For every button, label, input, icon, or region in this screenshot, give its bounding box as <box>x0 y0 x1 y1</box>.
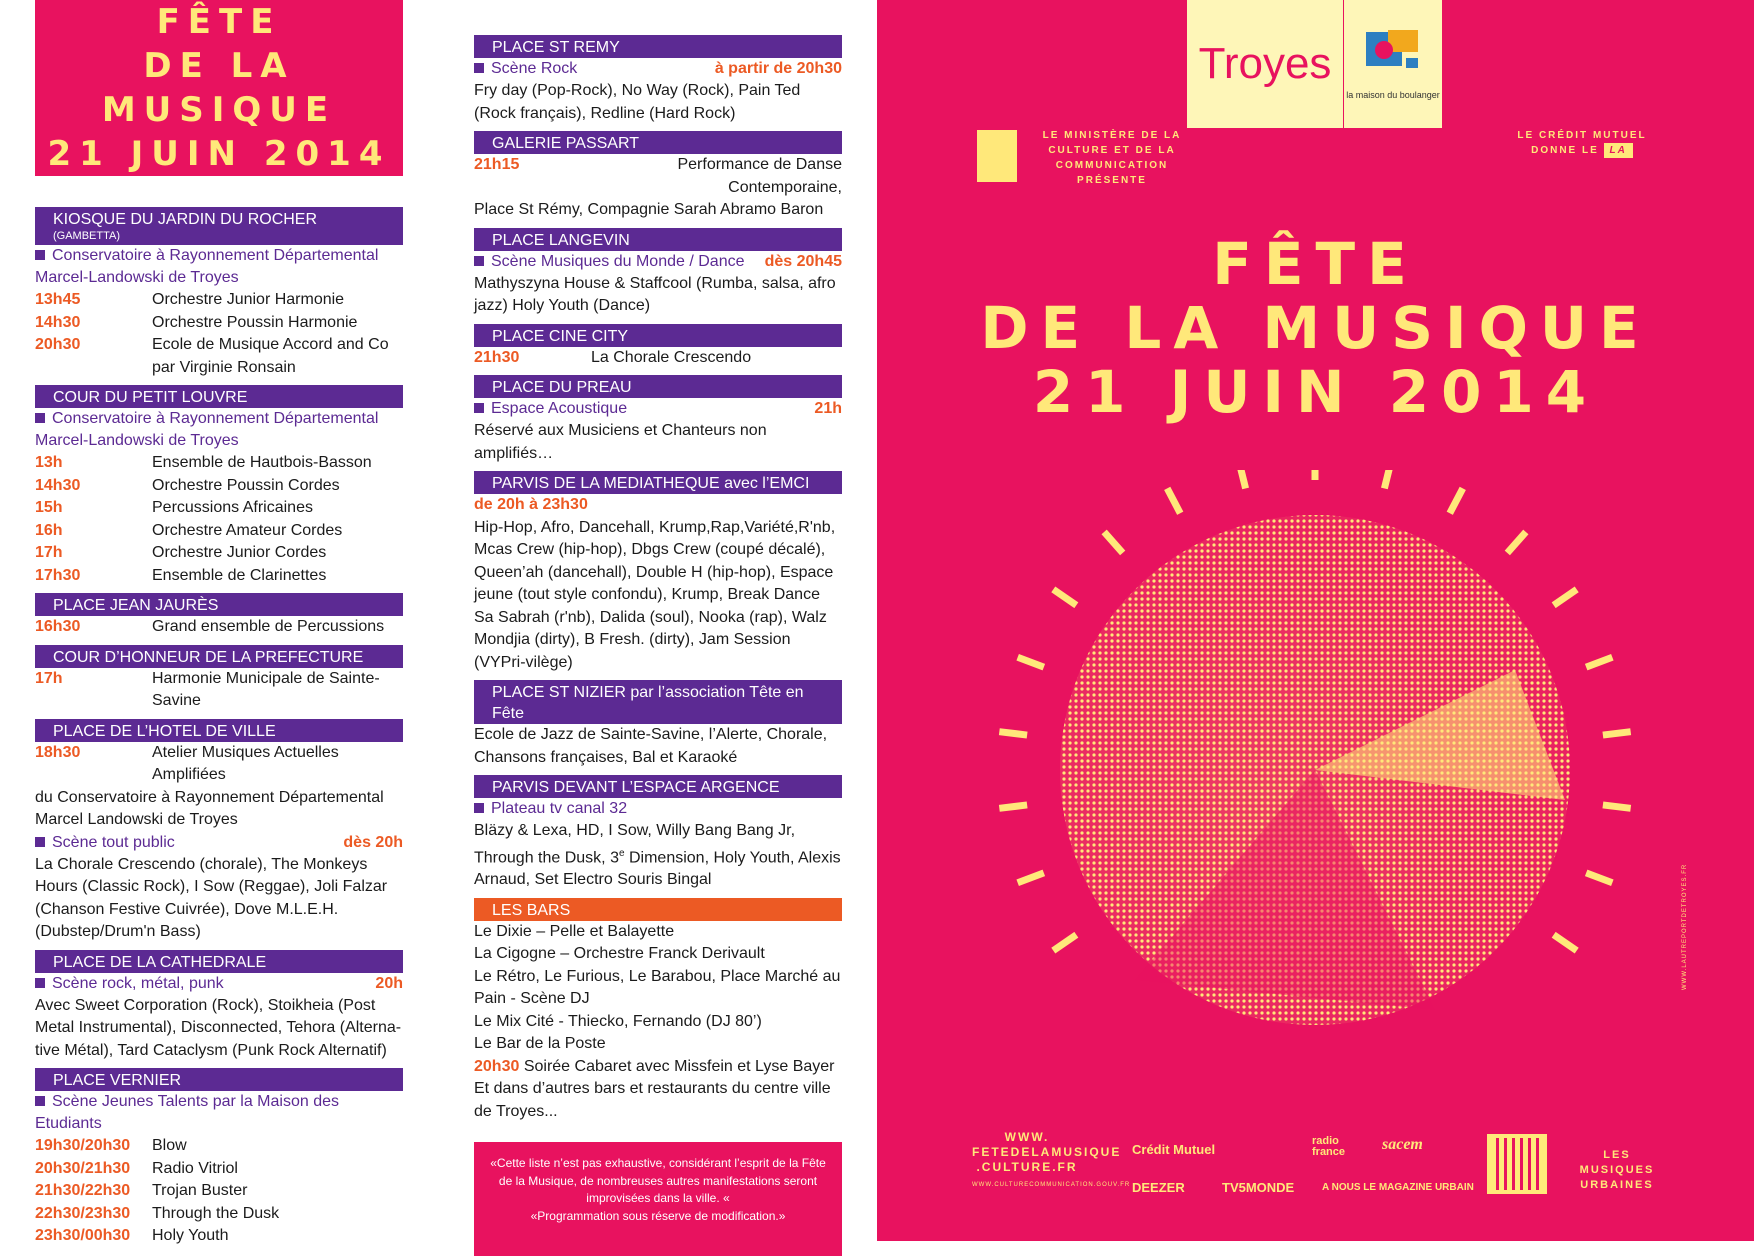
sun-ray <box>1554 589 1577 605</box>
venue-header: PLACE DE L’HOTEL DE VILLE <box>35 719 403 742</box>
ministry-logo <box>977 130 1017 182</box>
sun-ray <box>1586 873 1612 883</box>
festival-title-block <box>35 0 403 176</box>
boulanger-text: la maison du boulanger <box>1346 90 1440 100</box>
venue-header <box>35 207 403 245</box>
venue-name: KIOSQUE DU JARDIN DU ROCHER <box>53 211 318 228</box>
schedule-row: 20h30 Ecole de Musique Accord and Co par Virginie Ronsain <box>35 336 389 376</box>
schedule-row: 17h Orchestre Junior Cordes <box>35 544 327 561</box>
venue-header: PLACE ST REMY <box>474 35 842 58</box>
organizer: Conservatoire à Rayonnement Départemental Marcel-Landowski de Troyes <box>35 410 379 449</box>
schedule-row: 16h Orchestre Amateur Cordes <box>35 521 343 539</box>
sun-ray <box>1384 470 1391 488</box>
poster-cover <box>877 0 1754 1241</box>
venue-header: PLACE DU PREAU <box>474 375 842 398</box>
lineup-text: Mathyszyna House & Staffcool (Rumba, salsa, afro jazz) Holy Youth (Dance) <box>474 274 836 314</box>
schedule-row: 16h30 Grand ensemble de Percussions <box>35 618 385 635</box>
sun-ray <box>999 732 1027 735</box>
title-line: FÊTE <box>156 2 282 42</box>
venue-header: PLACE DE LA CATHEDRALE <box>35 950 403 973</box>
sun-ray <box>1167 488 1180 513</box>
tv5monde-logo: TV5MONDE <box>1222 1180 1295 1195</box>
venue-preau <box>474 375 842 465</box>
troyes-logo-text: Troyes <box>1198 39 1332 88</box>
bar-line: 20h30 Soirée Cabaret avec Missfein et Lyse Bayer <box>474 1057 835 1075</box>
poster-title <box>877 232 1754 424</box>
venue-st-nizier <box>474 680 842 769</box>
la-badge: LA <box>1604 143 1633 158</box>
credit-mutuel-text: LE CRÉDIT MUTUEL DONNE LE LA <box>1517 130 1647 156</box>
organizer: Conservatoire à Rayonnement Départemental Marcel-Landowski de Troyes <box>35 247 379 286</box>
sun-ray <box>1018 873 1044 883</box>
venue-header: PLACE JEAN JAURÈS <box>35 593 403 616</box>
bar-line: Le Dixie – Pelle et Balayette <box>474 922 675 940</box>
stage-line: Scène tout public dès 20h <box>35 832 403 854</box>
sun-ray <box>1554 935 1577 951</box>
disclaimer-note <box>474 1142 842 1256</box>
anous-logo: A NOUS LE MAGAZINE URBAIN <box>1322 1182 1474 1193</box>
musiques-urbaines-text: LES MUSIQUES URBAINES <box>1579 1149 1655 1191</box>
troyes-logo <box>1187 0 1343 128</box>
schedule-row: 21h15 Performance de Danse Contemporaine, <box>474 156 842 196</box>
time-range: de 20h à 23h30 <box>474 496 588 513</box>
venue-header: PARVIS DEVANT L’ESPACE ARGENCE <box>474 775 842 798</box>
bar-line: Le Rétro, Le Furious, Le Barabou, Place Marché au Pain - Scène DJ <box>474 967 841 1008</box>
sun-ray <box>1586 657 1612 667</box>
venue-louvre <box>35 385 403 587</box>
venue-description: du Conservatoire à Rayonnement Départemental Marcel Landowski de Troyes <box>35 788 384 828</box>
schedule-row: 14h30 Orchestre Poussin Harmonie <box>35 313 358 331</box>
schedule-row: 21h30/22h30 Trojan Buster <box>35 1182 248 1199</box>
schedule-row: 21h30 La Chorale Crescendo <box>474 348 752 366</box>
bar-line: La Cigogne – Orchestre Franck Derivault <box>474 945 765 963</box>
sun-ray <box>1507 532 1526 553</box>
sun-ray <box>999 805 1027 808</box>
note-text: «Cette liste n’est pas exhaustive, considérant l’esprit de la Fête de la Musique, de nombreuses autres manifestations seront improvisées dans la ville. « <box>490 1156 826 1206</box>
title-line: 21 JUIN 2014 <box>1032 358 1599 426</box>
boulanger-emblem-icon <box>1344 0 1442 90</box>
schedule-row: 14h30 Orchestre Poussin Cordes <box>35 476 340 494</box>
lineup-text: Ecole de Jazz de Sainte-Savine, l’Alerte, Chorale, Chansons françaises, Bal et Karaoké <box>474 726 828 766</box>
schedule-row: 13h Ensemble de Hautbois-Basson <box>35 454 372 471</box>
venue-mediatheque <box>474 471 842 674</box>
venue-hotel-de-ville <box>35 719 403 944</box>
venue-description: Place St Rémy, Compagnie Sarah Abramo Baron <box>474 201 824 218</box>
stage-line: Espace Acoustique 21h <box>474 398 842 420</box>
stage-line: Scène Musiques du Monde / Dance dès 20h45 <box>474 251 842 273</box>
sun-ray <box>1018 657 1044 667</box>
stage-line: Scène rock, métal, punk 20h <box>35 973 403 995</box>
stage-line: Scène Rock à partir de 20h30 <box>474 58 842 80</box>
website-text: WWW. FETEDELAMUSIQUE .CULTURE.FR WWW.CULTURECOMMUNICATION.GOUV.FR <box>972 1130 1131 1188</box>
title-line: 21 JUIN 2014 <box>47 134 391 174</box>
venue-header: PLACE CINE CITY <box>474 324 842 347</box>
schedule-row: 18h30 Atelier Musiques Actuelles Amplifiées <box>35 743 339 783</box>
schedule-row: 23h30/00h30 Holy Youth <box>35 1227 229 1244</box>
sun-ray <box>1450 488 1463 513</box>
lineup-text: Avec Sweet Corporation (Rock), Stoikheia (Post Metal Instrumental), Disconnected, Tehora (Alterna-tive Métal), Tard Cataclysm (Punk Rock Alternatif) <box>35 996 402 1059</box>
stage-line: Scène Jeunes Talents par la Maison des Etudiants <box>35 1093 339 1132</box>
schedule-row: 22h30/23h30 Through the Dusk <box>35 1204 280 1222</box>
venue-header: PLACE ST NIZIER par l’association Tête en Fête <box>474 680 842 724</box>
lineup-text: Hip-Hop, Afro, Dancehall, Krump,Rap,Variété,R'nb, Mcas Crew (hip-hop), Dbgs Crew (coupé décalé), Queen’ah (dancehall), Double H (hip-hop), Espace jeune (tout style confondu), Krump, Break Dance Sa Sabrah (r'nb), Dalida (soul), Nooka (rap), Walz Mondjia (dirty), B Fresh. (dirty), Jam Session (VYPri-vilège) <box>474 518 836 671</box>
venue-header: GALERIE PASSART <box>474 131 842 154</box>
bar-line: Le Mix Cité - Thiecko, Fernando (DJ 80’) <box>474 1012 762 1030</box>
venue-vernier <box>35 1068 403 1248</box>
venue-subname: (GAMBETTA) <box>53 230 121 242</box>
title-line: DE LA MUSIQUE <box>101 46 337 130</box>
bar-line: Et dans d’autres bars et restaurants du centre ville de Troyes... <box>474 1080 831 1120</box>
maison-boulanger-logo <box>1344 0 1442 128</box>
schedule-row: 15h Percussions Africaines <box>35 499 313 516</box>
venue-kiosque <box>35 207 403 379</box>
deezer-logo: DEEZER <box>1132 1180 1185 1195</box>
credit-mutuel-logo: Crédit Mutuel <box>1132 1142 1216 1157</box>
note-text: «Programmation sous réserve de modification.» <box>530 1208 786 1223</box>
venue-description: Réservé aux Musiciens et Chanteurs non amplifiés… <box>474 422 767 462</box>
sun-ray <box>1603 732 1631 735</box>
lineup-text: Bläzy & Lexa, HD, I Sow, Willy Bang Bang Jr, Through the Dusk, 3e Dimension, Holy Youth, Alexis Arnaud, Set Electro Souris Bingal <box>474 822 841 889</box>
sun-ray <box>1603 805 1631 808</box>
venue-cine-city <box>474 324 842 370</box>
sun-ray <box>1053 935 1076 951</box>
title-line: DE LA MUSIQUE <box>980 294 1651 362</box>
venue-langevin <box>474 228 842 318</box>
venue-cathedrale <box>35 950 403 1063</box>
venue-prefecture <box>35 645 403 713</box>
schedule-row: 13h45 Orchestre Junior Harmonie <box>35 291 345 308</box>
venue-passart <box>474 131 842 222</box>
venue-header: COUR DU PETIT LOUVRE <box>35 385 403 408</box>
schedule-row: 19h30/20h30 Blow <box>35 1137 187 1154</box>
schedule-row: 17h Harmonie Municipale de Sainte-Savine <box>35 669 380 709</box>
venue-bars <box>474 898 842 1124</box>
qr-code-icon[interactable] <box>1487 1134 1547 1194</box>
sun-ray <box>1053 589 1076 605</box>
sun-ray <box>1239 470 1246 488</box>
sponsor-footer <box>877 1120 1754 1220</box>
sun-illustration <box>877 470 1752 1070</box>
venue-header: PLACE LANGEVIN <box>474 228 842 251</box>
ministry-text: LE MINISTÈRE DE LA CULTURE ET DE LA COMMUNICATION PRÉSENTE <box>1042 130 1182 186</box>
venue-jaures <box>35 593 403 639</box>
schedule-row: 20h30/21h30 Radio Vitriol <box>35 1159 238 1177</box>
lineup-text: La Chorale Crescendo (chorale), The Monkeys Hours (Classic Rock), I Sow (Reggae), Joli Falzar (Chanson Festive Cuivrée), Dove M.L.E.H. (Dubstep/Drum'n Bass) <box>35 855 388 940</box>
program-column-2 <box>474 0 842 1256</box>
venue-argence <box>474 775 842 892</box>
venue-header: PARVIS DE LA MEDIATHEQUE avec l’EMCI <box>474 471 842 494</box>
program-column-1 <box>35 0 403 1248</box>
bar-line: Le Bar de la Poste <box>474 1035 606 1053</box>
lineup-text: Fry day (Pop-Rock), No Way (Rock), Pain Ted (Rock français), Redline (Hard Rock) <box>474 82 801 122</box>
venue-header: LES BARS <box>474 898 842 921</box>
sun-ray <box>1104 532 1123 553</box>
radio-france-logo: radio france <box>1312 1135 1346 1158</box>
schedule-row: 17h30 Ensemble de Clarinettes <box>35 566 327 584</box>
venue-header: PLACE VERNIER <box>35 1068 403 1091</box>
venue-st-remy <box>474 35 842 125</box>
title-line: FÊTE <box>1212 230 1419 298</box>
venue-header: COUR D’HONNEUR DE LA PREFECTURE <box>35 645 403 668</box>
sacem-logo: sacem <box>1382 1136 1423 1153</box>
stage-line: Plateau tv canal 32 <box>474 798 842 820</box>
side-url-text: WWW.LAUTREPORTDETROYES.FR <box>1682 863 1688 990</box>
